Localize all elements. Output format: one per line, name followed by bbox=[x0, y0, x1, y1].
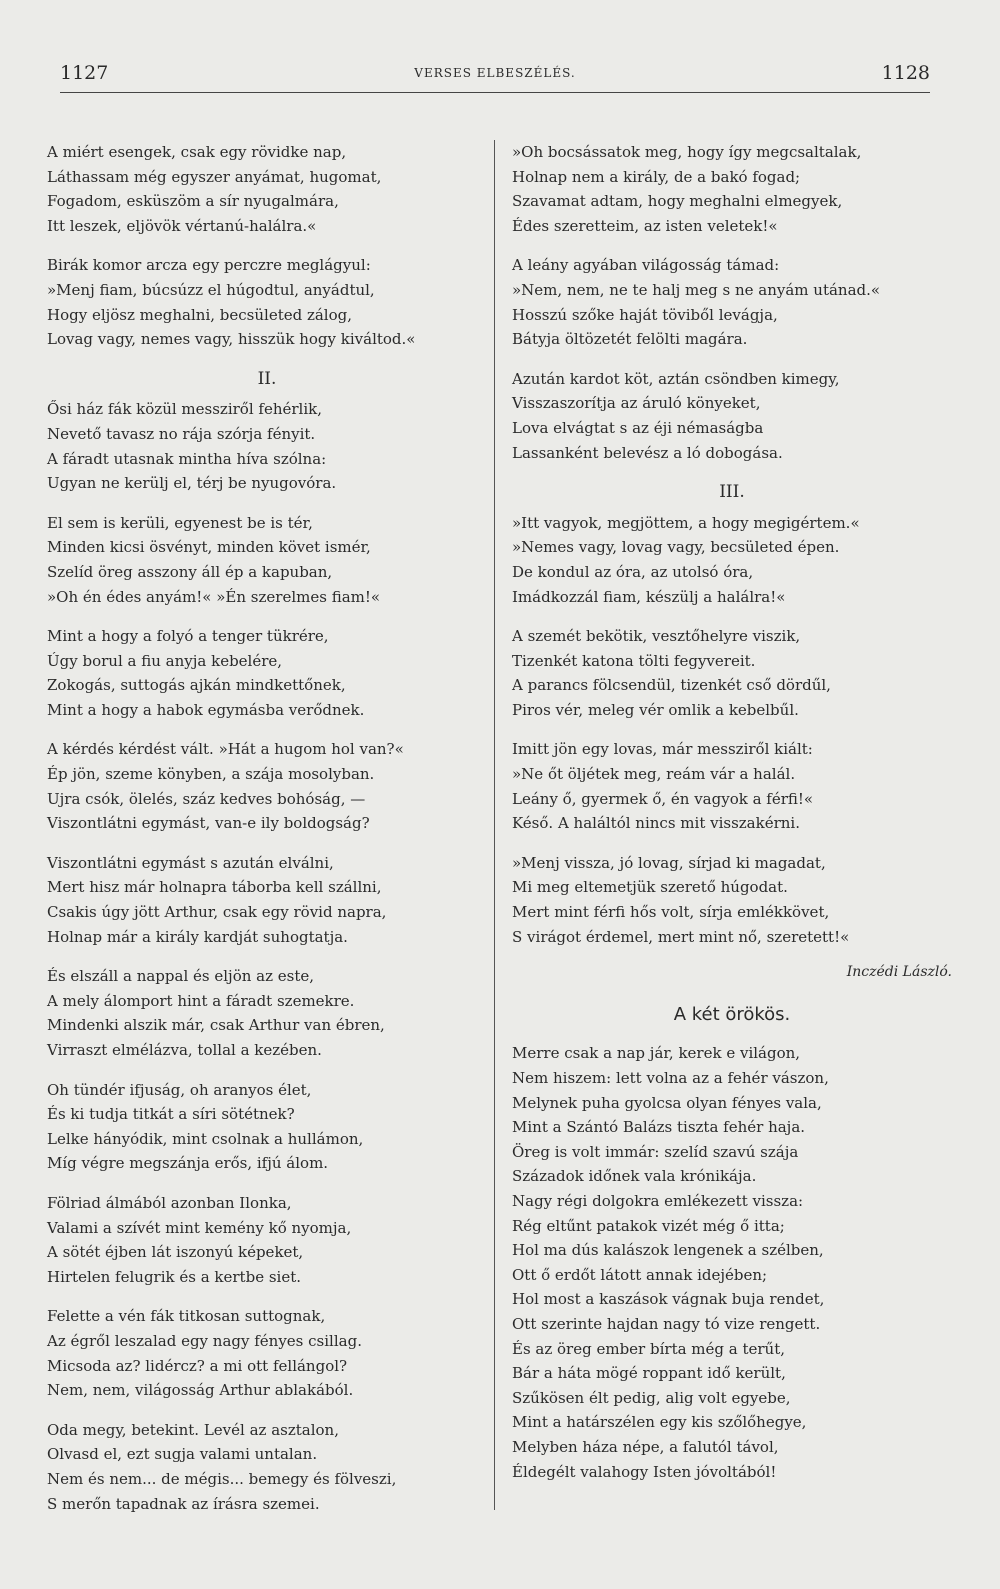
verse-line: A parancs fölcsendül, tizenkét cső dördűl, bbox=[512, 676, 831, 695]
verse-line: Nagy régi dolgokra emlékezett vissza: bbox=[512, 1191, 804, 1210]
verse-line: Úgy borul a fiu anyja kebelére, bbox=[47, 651, 283, 670]
running-title: VERSES ELBESZÉLÉS. bbox=[414, 66, 576, 80]
verse-line: Piros vér, meleg vér omlik a kebelbűl. bbox=[512, 700, 799, 719]
stanza bbox=[47, 964, 487, 1062]
verse-line: Nem hiszem: lett volna az a fehér vászon, bbox=[512, 1069, 829, 1087]
stanza bbox=[512, 140, 952, 238]
verse-line: Merre csak a nap jár, kerek e világon, bbox=[512, 1044, 801, 1063]
stanza bbox=[47, 624, 487, 722]
verse-line: Bátyja öltözetét felölti magára. bbox=[512, 330, 748, 349]
verse-line: Visszaszorítja az áruló könyeket, bbox=[512, 394, 761, 413]
verse-line: Míg végre megszánja erős, ifjú álom. bbox=[47, 1154, 329, 1173]
verse-line: Ott ő erdőt látott annak idejében; bbox=[512, 1265, 768, 1284]
verse-line: Bár a háta mögé roppant idő került, bbox=[512, 1364, 786, 1383]
verse-line: Ép jön, szeme könyben, a szája mosolyban. bbox=[47, 765, 375, 784]
verse-line: Késő. A haláltól nincs mit visszakérni. bbox=[512, 814, 800, 833]
verse-line: Nevető tavasz no rája szórja fényit. bbox=[47, 424, 316, 443]
verse-line: Leány ő, gyermek ő, én vagyok a férfi!« bbox=[512, 789, 814, 808]
verse-line: Mint a hogy a folyó a tenger tükrére, bbox=[47, 627, 329, 646]
section-heading: III. bbox=[719, 482, 745, 503]
verse-line: Lovag vagy, nemes vagy, hisszük hogy kiváltod.« bbox=[47, 330, 416, 349]
verse-line: Nem és nem... de mégis... bemegy és fölveszi, bbox=[47, 1469, 397, 1488]
verse-line: Felette a vén fák titkosan suttognak, bbox=[47, 1307, 326, 1326]
verse-line: Valami a szívét mint kemény kő nyomja, bbox=[47, 1218, 352, 1237]
verse-line: Ősi ház fák közül messziről fehérlik, bbox=[47, 400, 322, 419]
verse-line: A sötét éjben lát iszonyú képeket, bbox=[47, 1243, 304, 1262]
verse-line: A kérdés kérdést vált. »Hát a hugom hol van?« bbox=[47, 740, 404, 759]
verse-line: A leány agyában világosság támad: bbox=[512, 256, 780, 275]
verse-line: Hogy eljösz meghalni, becsületed zálog, bbox=[47, 305, 353, 324]
verse-line: »Ne őt öljétek meg, reám vár a halál. bbox=[512, 765, 796, 784]
running-header bbox=[60, 62, 930, 93]
verse-line: A fáradt utasnak mintha híva szólna: bbox=[47, 449, 327, 468]
verse-line: Holnap nem a király, de a bakó fogad; bbox=[512, 167, 801, 186]
verse-line: Olvasd el, ezt sugja valami untalan. bbox=[47, 1445, 318, 1464]
verse-line: »Menj vissza, jó lovag, sírjad ki magadat, bbox=[512, 853, 826, 872]
verse-line: Hol most a kaszások vágnak buja rendet, bbox=[512, 1290, 825, 1309]
verse-line: Oda megy, betekint. Levél az asztalon, bbox=[47, 1420, 339, 1439]
verse-line: Mint a hogy a habok egymásba verődnek. bbox=[47, 700, 365, 719]
verse-line: Öreg is volt immár: szelíd szavú szája bbox=[512, 1142, 799, 1161]
poem-title: A két örökös. bbox=[673, 1003, 791, 1025]
verse-line: Mindenki alszik már, csak Arthur van ébren, bbox=[47, 1016, 385, 1035]
section-heading: II. bbox=[257, 368, 277, 389]
verse-line: És az öreg ember bírta még a terűt, bbox=[512, 1339, 786, 1358]
stanza bbox=[512, 1041, 952, 1484]
verse-line: Nem, nem, világosság Arthur ablakából. bbox=[47, 1381, 354, 1400]
verse-line: Itt leszek, eljövök vértanú-halálra.« bbox=[47, 216, 317, 235]
stanza bbox=[47, 511, 487, 609]
verse-line: Hosszú szőke haját töviből levágja, bbox=[512, 305, 778, 324]
verse-line: »Nemes vagy, lovag vagy, becsületed épen. bbox=[512, 538, 840, 557]
verse-line: S merőn tapadnak az írásra szemei. bbox=[47, 1494, 320, 1513]
stanza bbox=[512, 851, 952, 949]
verse-line: Csakis úgy jött Arthur, csak egy rövid napra, bbox=[47, 903, 387, 922]
verse-line: »Oh bocsássatok meg, hogy így megcsaltalak, bbox=[512, 143, 862, 161]
verse-line: És elszáll a nappal és eljön az este, bbox=[47, 967, 315, 986]
stanza bbox=[512, 737, 952, 835]
verse-line: Lassanként belevész a ló dobogása. bbox=[512, 443, 783, 462]
stanza bbox=[512, 253, 952, 351]
verse-line: Melyben háza népe, a falutól távol, bbox=[512, 1437, 779, 1456]
verse-line: Azután kardot köt, aztán csöndben kimegy, bbox=[512, 369, 840, 388]
verse-line: »Menj fiam, búcsúzz el húgodtul, anyádtul, bbox=[47, 280, 375, 299]
verse-line: Rég eltűnt patakok vizét még ő itta; bbox=[512, 1216, 785, 1235]
stanza bbox=[47, 253, 487, 351]
verse-line: Oh tündér ifjuság, oh aranyos élet, bbox=[47, 1080, 312, 1099]
verse-line: A miért esengek, csak egy rövidke nap, bbox=[47, 143, 347, 161]
verse-line: Mi meg eltemetjük szerető húgodat. bbox=[512, 878, 788, 897]
verse-line: »Oh én édes anyám!« »Én szerelmes fiam!« bbox=[47, 587, 381, 606]
verse-line: Birák komor arcza egy perczre meglágyul: bbox=[47, 256, 371, 275]
stanza bbox=[47, 1304, 487, 1402]
verse-line: Melynek puha gyolcsa olyan fényes vala, bbox=[512, 1093, 822, 1112]
stanza bbox=[47, 851, 487, 949]
verse-line: Szűkösen élt pedig, alig volt egyebe, bbox=[512, 1388, 791, 1407]
verse-line: Ott szerinte hajdan nagy tó vize rengett. bbox=[512, 1314, 821, 1333]
stanza bbox=[47, 1418, 487, 1516]
verse-line: A mely álomport hint a fáradt szemekre. bbox=[47, 991, 355, 1010]
stanza bbox=[47, 397, 487, 495]
verse-line: Láthassam még egyszer anyámat, hugomat, bbox=[47, 167, 382, 186]
verse-line: Századok időnek vala krónikája. bbox=[512, 1167, 757, 1186]
verse-line: Édes szeretteim, az isten veletek!« bbox=[512, 216, 778, 235]
stanza bbox=[47, 737, 487, 835]
stanza bbox=[47, 1078, 487, 1176]
left-page-number: 1127 bbox=[60, 62, 109, 84]
verse-line: Szelíd öreg asszony áll ép a kapuban, bbox=[47, 562, 333, 581]
verse-line: Ujra csók, ölelés, száz kedves bohóság, — bbox=[47, 789, 366, 808]
right-column bbox=[512, 140, 952, 1499]
stanza bbox=[47, 1191, 487, 1289]
verse-line: És ki tudja titkát a síri sötétnek? bbox=[47, 1105, 295, 1124]
verse-line: Szavamat adtam, hogy meghalni elmegyek, bbox=[512, 192, 843, 211]
stanza bbox=[512, 624, 952, 722]
verse-line: Imitt jön egy lovas, már messziről kiált: bbox=[512, 740, 813, 759]
verse-line: Mert mint férfi hős volt, sírja emlékkövet, bbox=[512, 903, 830, 922]
stanza bbox=[512, 511, 952, 609]
verse-line: »Itt vagyok, megjöttem, a hogy megigértem.« bbox=[512, 513, 860, 532]
verse-line: Minden kicsi ösvényt, minden követ ismér, bbox=[47, 538, 371, 557]
verse-line: Lova elvágtat s az éji némaságba bbox=[512, 418, 764, 437]
verse-line: Ugyan ne kerülj el, térj be nyugovóra. bbox=[47, 474, 337, 493]
left-column bbox=[47, 140, 487, 1531]
verse-line: Zokogás, suttogás ajkán mindkettőnek, bbox=[47, 676, 346, 695]
verse-line: Viszontlátni egymást s azután elválni, bbox=[47, 853, 334, 872]
author-signature: Inczédi László. bbox=[846, 964, 952, 981]
verse-line: Tizenkét katona tölti fegyvereit. bbox=[512, 651, 756, 670]
verse-line: De kondul az óra, az utolsó óra, bbox=[512, 562, 754, 581]
verse-line: S virágot érdemel, mert mint nő, szeretett!« bbox=[512, 927, 850, 946]
stanza bbox=[512, 367, 952, 465]
verse-line: Fogadom, esküszöm a sír nyugalmára, bbox=[47, 192, 339, 211]
right-page-number: 1128 bbox=[881, 62, 930, 84]
verse-line: Éldegélt valahogy Isten jóvoltából! bbox=[512, 1462, 777, 1481]
verse-line: Imádkozzál fiam, készülj a halálra!« bbox=[512, 587, 786, 606]
verse-line: Holnap már a király kardját suhogtatja. bbox=[47, 927, 348, 946]
verse-line: Lelke hányódik, mint csolnak a hullámon, bbox=[47, 1129, 364, 1148]
verse-line: Hol ma dús kalászok lengenek a szélben, bbox=[512, 1241, 824, 1260]
verse-line: Mint a Szántó Balázs tiszta fehér haja. bbox=[512, 1118, 806, 1137]
column-divider bbox=[494, 140, 495, 1510]
verse-line: Fölriad álmából azonban Ilonka, bbox=[47, 1193, 292, 1212]
verse-line: Micsoda az? lidércz? a mi ott fellángol? bbox=[47, 1356, 348, 1375]
verse-line: Hirtelen felugrik és a kertbe siet. bbox=[47, 1267, 302, 1286]
verse-line: Mert hisz már holnapra táborba kell szállni, bbox=[47, 878, 382, 897]
verse-line: Mint a határszélen egy kis szőlőhegye, bbox=[512, 1413, 807, 1432]
verse-line: Viszontlátni egymást, van-e ily boldogság? bbox=[47, 814, 370, 833]
verse-line: A szemét bekötik, vesztőhelyre viszik, bbox=[512, 627, 801, 646]
stanza bbox=[47, 140, 487, 238]
verse-line: Az égről leszalad egy nagy fényes csillag. bbox=[47, 1331, 362, 1350]
verse-line: »Nem, nem, ne te halj meg s ne anyám utánad.« bbox=[512, 280, 881, 299]
verse-line: El sem is kerüli, egyenest be is tér, bbox=[47, 513, 313, 532]
verse-line: Virraszt elmélázva, tollal a kezében. bbox=[47, 1041, 322, 1059]
